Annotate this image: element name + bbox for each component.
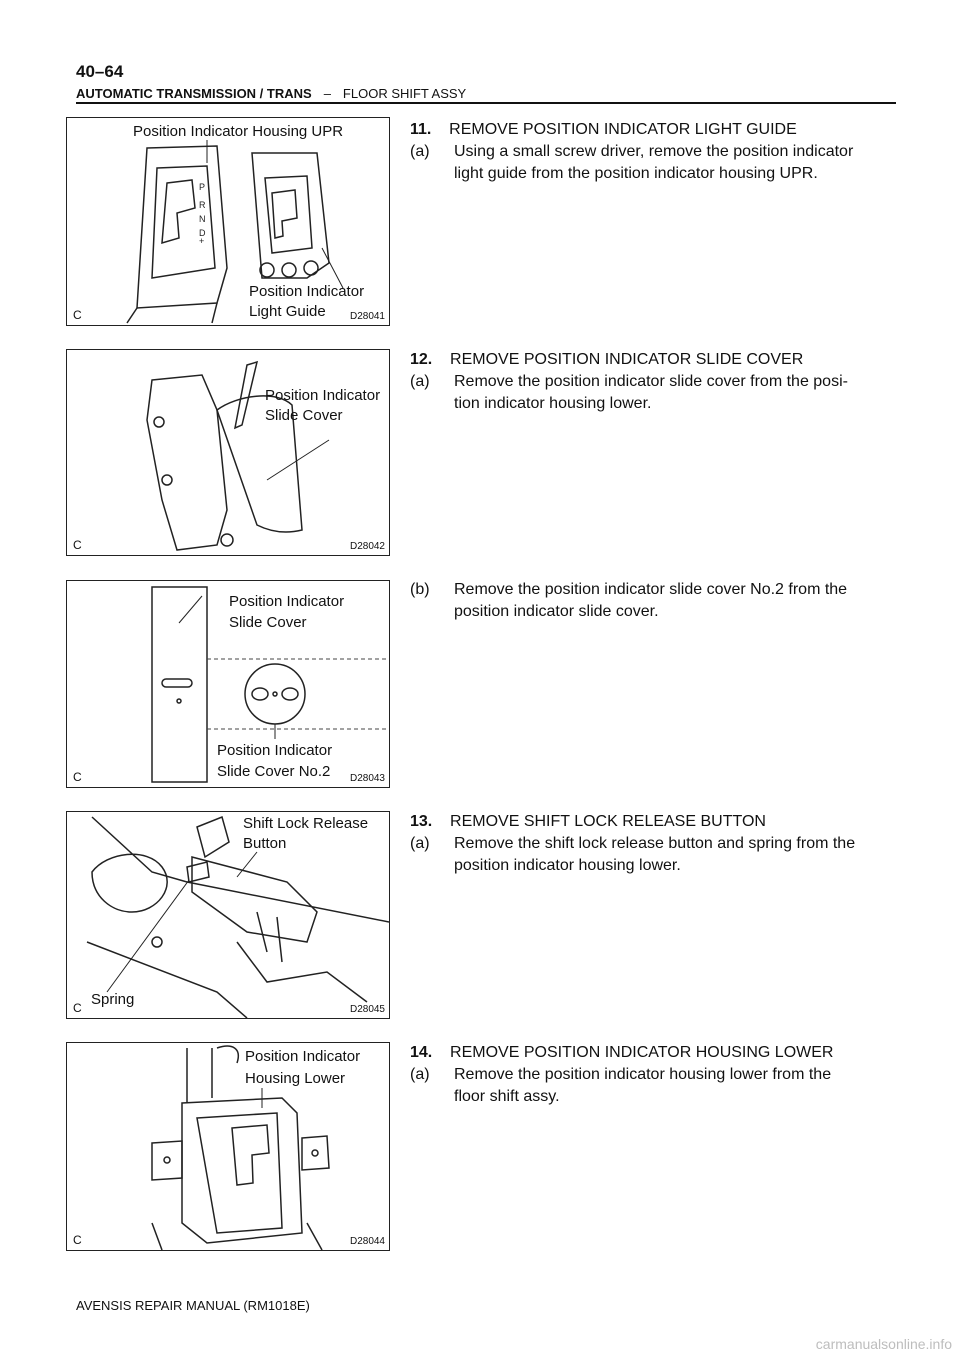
header-separator: – [323, 86, 331, 101]
sub-line-1: Remove the shift lock release button and spring from the [454, 835, 856, 852]
sub-line-1: Remove the position indicator slide cover No.2 from the [454, 581, 848, 598]
figure-code: D28043 [349, 773, 385, 784]
sub-mark: (a) [410, 835, 430, 852]
watermark: carmanualsonline.info [815, 1336, 952, 1352]
label-slide-cover-no2-1: Position Indicator [217, 742, 333, 759]
step-12-heading [410, 348, 900, 371]
label-housing-lower-2: Housing Lower [245, 1070, 346, 1087]
step-12-a [410, 371, 900, 415]
figure-d28043 [66, 580, 390, 788]
sub-line-2: position indicator housing lower. [454, 857, 681, 874]
subsection-title: FLOOR SHIFT ASSY [342, 86, 467, 101]
svg-text:P: P [199, 182, 206, 192]
step-number: 13. [410, 813, 433, 830]
sub-mark: (a) [410, 373, 430, 390]
illustration-slide-cover [67, 350, 389, 555]
step-11-heading [410, 118, 900, 141]
figure-code: D28044 [349, 1236, 385, 1247]
sub-line-1: Remove the position indicator housing lower from the [454, 1066, 832, 1083]
svg-text:D: D [199, 228, 206, 238]
figure-code: D28045 [349, 1004, 385, 1015]
figure-code: D28041 [349, 311, 385, 322]
label-light-guide-2: Light Guide [249, 303, 326, 320]
sub-line-1: Remove the position indicator slide cover from the posi- [454, 373, 848, 390]
svg-text:+: + [199, 236, 205, 246]
label-release-button-2: Button [243, 835, 287, 852]
figure-code: D28042 [349, 541, 385, 552]
step-11-a [410, 141, 900, 185]
label-slide-cover-1: Position Indicator [265, 387, 381, 404]
label-release-button-1: Shift Lock Release [243, 815, 369, 832]
step-13-heading [410, 810, 900, 833]
label-housing-upr: Position Indicator Housing UPR [133, 123, 344, 140]
step-14-a [410, 1064, 900, 1108]
sub-mark: (b) [410, 581, 430, 598]
label-slide-cover-2: Slide Cover [229, 614, 307, 631]
step-title: REMOVE SHIFT LOCK RELEASE BUTTON [450, 813, 766, 830]
step-title: REMOVE POSITION INDICATOR SLIDE COVER [450, 351, 804, 368]
sub-line-2: position indicator slide cover. [454, 603, 659, 620]
figure-d28044 [66, 1042, 390, 1251]
corner-mark: C [73, 1233, 82, 1247]
label-slide-cover-no2-2: Slide Cover No.2 [217, 763, 331, 780]
label-housing-lower-1: Position Indicator [245, 1048, 361, 1065]
corner-mark: C [73, 308, 82, 322]
running-header [76, 86, 896, 101]
header-rule [76, 102, 896, 104]
step-number: 14. [410, 1044, 433, 1061]
section-title: AUTOMATIC TRANSMISSION / TRANS [76, 86, 312, 101]
step-number: 12. [410, 351, 433, 368]
figure-d28041 [66, 117, 390, 326]
sub-mark: (a) [410, 143, 430, 160]
step-title: REMOVE POSITION INDICATOR LIGHT GUIDE [449, 121, 797, 138]
figure-d28045 [66, 811, 390, 1019]
label-light-guide-1: Position Indicator [249, 283, 365, 300]
step-12-b [410, 579, 900, 623]
corner-mark: C [73, 1001, 82, 1015]
step-title: REMOVE POSITION INDICATOR HOUSING LOWER [450, 1044, 834, 1061]
label-spring: Spring [91, 991, 135, 1008]
sub-mark: (a) [410, 1066, 430, 1083]
corner-mark: C [73, 770, 82, 784]
sub-line-1: Using a small screw driver, remove the position indicator [454, 143, 854, 160]
step-14-heading [410, 1041, 900, 1064]
figure-d28042 [66, 349, 390, 556]
svg-text:N: N [199, 214, 206, 224]
sub-line-2: tion indicator housing lower. [454, 395, 652, 412]
page-number: 40–64 [76, 62, 124, 81]
illustration-shift-lock-button [67, 812, 389, 1018]
sub-line-2: light guide from the position indicator housing UPR. [454, 165, 818, 182]
manual-footer: AVENSIS REPAIR MANUAL (RM1018E) [76, 1298, 310, 1313]
svg-text:R: R [199, 200, 206, 210]
label-slide-cover-1: Position Indicator [229, 593, 345, 610]
step-number: 11. [410, 121, 432, 138]
step-13-a [410, 833, 900, 877]
corner-mark: C [73, 538, 82, 552]
sub-line-2: floor shift assy. [454, 1088, 560, 1105]
label-slide-cover-2: Slide Cover [265, 407, 343, 424]
